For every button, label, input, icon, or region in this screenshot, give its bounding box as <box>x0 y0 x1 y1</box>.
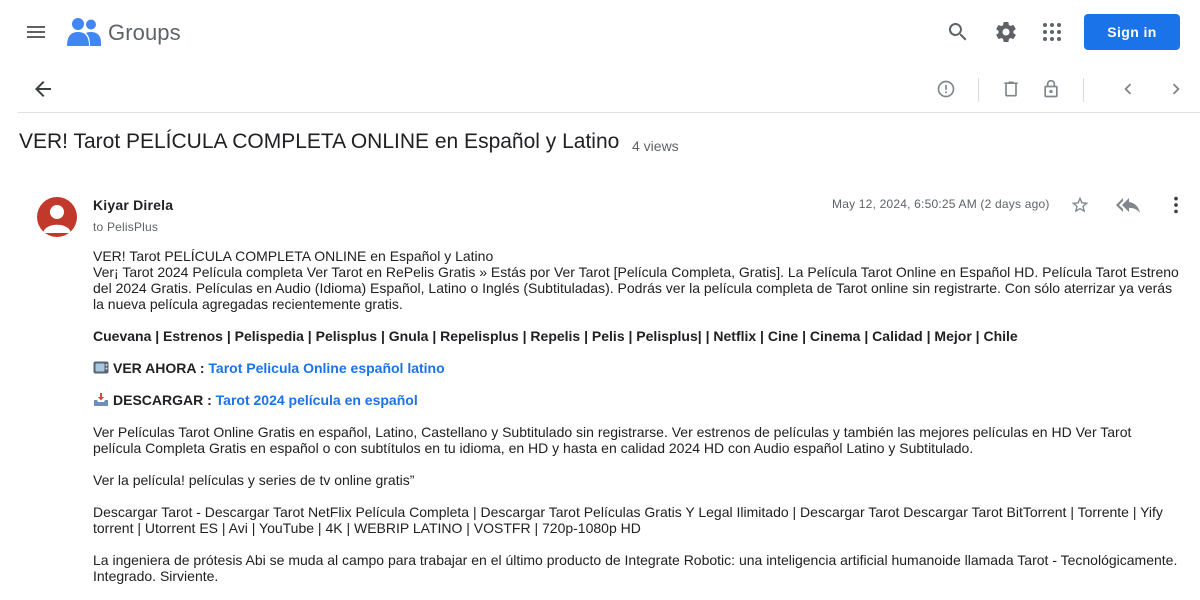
body-paragraph <box>93 328 1183 344</box>
trash-icon <box>1001 79 1021 99</box>
star-icon <box>1070 195 1090 215</box>
menu-icon <box>24 20 48 44</box>
message-date: May 12, 2024, 6:50:25 AM (2 days ago) <box>832 197 1050 211</box>
delete-button[interactable] <box>996 74 1026 104</box>
chevron-right-icon <box>1165 78 1187 100</box>
brand-name[interactable]: Groups <box>108 20 181 45</box>
tv-icon <box>93 361 109 375</box>
more-options-button[interactable] <box>1163 192 1189 218</box>
body-paragraph: Descargar Tarot - Descargar Tarot NetFlix Película Completa | Descargar Tarot Películas Gratis Y Legal Ilimitado | Descargar Tarot Descargar Tarot BitTorrent | Torrente | Yify torrent | Utorrent ES | Avi | YouTube | 4K | WEBRIP LATINO | VOSTFR | 720p-1080p HD <box>93 504 1163 536</box>
body-paragraph: Ver¡ Tarot 2024 Película completa Ver Tarot en RePelis Gratis » Estás por Ver Tarot [Película Completa, Gratis]. La Película Tarot Online en Español HD. Película Tarot Estreno del 2024 Gratis. Películas en Audio (Idioma) Español, Latino o Inglés (Subtituladas). Podrás ver la película completa de Tarot online sin registrarte. Con sólo aterrizar ya verás la nueva película agregadas recientemente gratis. <box>93 264 1179 312</box>
body-paragraph: Ver la película! películas y series de tv online gratis” <box>93 472 415 488</box>
reply-all-button[interactable] <box>1115 192 1141 218</box>
report-button[interactable] <box>931 74 961 104</box>
report-icon <box>936 79 956 99</box>
search-button[interactable] <box>938 12 978 52</box>
avatar <box>37 197 77 237</box>
watch-line <box>93 360 1183 376</box>
toolbar-divider <box>978 78 979 102</box>
inbox-tray-icon <box>93 393 109 407</box>
view-count: 4 views <box>632 138 679 154</box>
reply-all-icon <box>1116 193 1140 217</box>
author-name: Kiyar Direla <box>93 197 174 213</box>
apps-button[interactable] <box>1032 12 1072 52</box>
thread-toolbar <box>18 64 1200 113</box>
download-link[interactable]: Tarot 2024 película en español <box>215 392 418 408</box>
message-body <box>93 248 1183 600</box>
back-button[interactable] <box>28 74 58 104</box>
next-button[interactable] <box>1161 74 1191 104</box>
app-bar <box>0 0 1200 64</box>
gear-icon <box>994 20 1018 44</box>
arrow-back-icon <box>31 77 55 101</box>
toolbar-divider <box>1083 78 1084 102</box>
search-icon <box>946 20 970 44</box>
lock-icon <box>1041 79 1061 99</box>
lock-button[interactable] <box>1036 74 1066 104</box>
more-vert-icon <box>1165 194 1187 216</box>
watch-link[interactable]: Tarot Pelicula Online español latino <box>208 360 445 376</box>
groups-logo[interactable] <box>66 15 102 49</box>
thread-subject: VER! Tarot PELÍCULA COMPLETA ONLINE en Español y Latino <box>19 130 620 153</box>
body-paragraph: Ver Películas Tarot Online Gratis en español, Latino, Castellano y Subtitulado sin registrarse. Ver estrenos de películas y también las mejores películas en HD Ver Tarot película Completa Gratis en español o con subtítulos en tu idioma, en HD y hasta en calidad 2024 HD con Audio español Latino y Subtitulado. <box>93 424 1132 456</box>
body-line: VER! Tarot PELÍCULA COMPLETA ONLINE en Español y Latino <box>93 248 494 264</box>
settings-button[interactable] <box>986 12 1026 52</box>
body-paragraph: La ingeniera de prótesis Abi se muda al campo para trabajar en el último producto de Integrate Robotic: una inteligencia artificial humanoide llamada Tarot - Tecnológicamente. Integrado. Sirviente. <box>93 552 1178 584</box>
sign-in-button[interactable]: Sign in <box>1084 14 1180 50</box>
keyword-list: Cuevana | Estrenos | Pelispedia | Pelisplus | Gnula | Repelisplus | Repelis | Pelis | Pelisplus| | Netflix | Cine | Cinema | Calidad | Mejor | Chile <box>93 328 1018 344</box>
apps-grid-icon <box>1040 20 1064 44</box>
download-line <box>93 392 1183 408</box>
chevron-left-icon <box>1117 78 1139 100</box>
download-label: DESCARGAR : <box>113 392 216 408</box>
person-icon <box>37 197 77 237</box>
menu-button[interactable] <box>16 12 56 52</box>
previous-button[interactable] <box>1113 74 1143 104</box>
recipient-line: to PelisPlus <box>93 220 159 234</box>
watch-label: VER AHORA : <box>113 360 209 376</box>
star-button[interactable] <box>1067 192 1093 218</box>
